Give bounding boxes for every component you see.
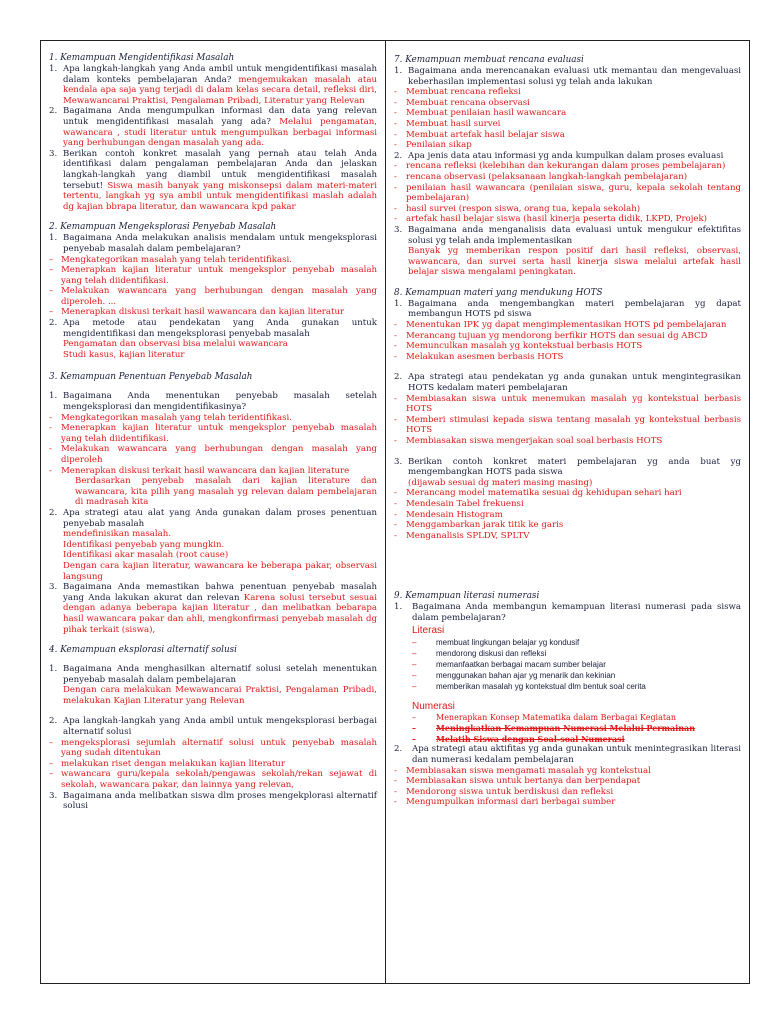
s2-a2b: Studi kasus, kajian literatur xyxy=(63,349,185,360)
list-item: Melakukan asesmen berbasis HOTS xyxy=(406,351,564,362)
list-item: Membiasakan siswa untuk bertanya dan berpendapat xyxy=(406,776,641,787)
s7-q1: Bagaimana anda merencanakan evaluasi utk memantau dan mengevaluasi keberhasilan implementasi solusi yg telah anda lakukan xyxy=(408,66,741,87)
list-item: memanfaatkan berbagai macam sumber belajar xyxy=(436,659,606,669)
s9-q2: Apa strategi atau aktifitas yg anda gunakan untuk menintegrasikan literasi dan numerasi kedalam pembelajaran xyxy=(412,744,741,765)
s7-q3: Bagaimana anda menganalisis data evaluasi untuk mengukur efektifitas solusi yg telah anda implementasikan xyxy=(408,224,741,246)
list-item: Mendorong siswa untuk berdiskusi dan refleksi xyxy=(406,786,614,797)
section-2-title: 2. Kemampuan Mengeksplorasi Penyebab Masalah xyxy=(49,222,277,233)
left-column: 1. Kemampuan Mengidentifikasi Masalah 1. Apa langkah-langkah yang Anda ambil untuk mengidentifikasi masalah dalam konteks pembelajaran Anda? mengemukakan masalah atau kendala apa saja yang terjadi di dalam kelas secara detail, refleksi diri, Mewawancarai Praktisi, Pengalaman Pribadi, Literatur yang Relevan 2. Bagaimana Anda mengumpulkan informasi dan data yang relevan untuk mengidentifikasi masalah yang ada? Melalui pengamatan, wawancara , studi literatur untuk mengumpulkan berbagai informasi yang berhubungan dengan masalah yang ada. 3. Berikan contoh konkret masalah yang pernah atau telah Anda identifikasi dalam pengalaman pembelajaran Anda dan jelaskan langkah-langkah yang diambil untuk mengidentifikasi masalah tersebut! Siswa masih banyak yang miskonsepsi dalam materi-materi tertentu, langkah yg sya ambil untuk mengidentifikasi maslah adalah dg kajian bbrapa literatur, dan wawancara kpd pakar 2. Kemampuan Mengeksplorasi Penyebab Masalah 1. Bagaimana Anda melakukan analisis mendalam untuk mengeksplorasi penyebab masalah dalam pembelajaran? – Mengkategorikan masalah yang telah teridentifikasi. – Menerapkan kajian literatur untuk mengeksplor penyebab masalah yang telah diidentifikasi. – Melakukan wawancara yang berhubungan dengan masalah yang diperoleh. ... – Menerapkan diskusi terkait hasil wawancara dan kajian literatur 2. Apa metode atau pendekatan yang Anda gunakan untuk mengidentifikasi dan mengeksplorasi penyebab masalah Pengamatan dan observasi bisa melalui wawancara Studi kasus, kajian literatur 3. Kemampuan Penentuan Penyebab Masalah 1. Bagaimana Anda menentukan penyebab masalah setelah mengeksplorasi dan mengidentifikasinya? - Mengkategorikan masalah yang telah teridentifikasi. - Menerapkan kajian literatur untuk mengeksplor penyebab masalah yang telah diidentifikasi. - Melakukan wawancara yang berhubungan dengan masalah yang diperoleh - Menerapkan diskusi terkait hasil wawancara dan kajian literature Berdasarkan penyebab masalah dari kajian literature dan wawancara, kita pilih yang masalah yg relevan dalam pembelajaran di madrasah kita 2. Apa strategi atau alat yang Anda gunakan dalam proses penentuan penyebab masalah mendefinisikan masalah. Identifikasi penyebab yang mungkin. Identifikasi akar masalah (root cause) Dengan cara kajian literatur, wawancara ke beberapa pakar, observasi langsung 3. Bagaimana Anda memastikan bahwa penentuan penyebab masalah yang Anda lakukan akurat dan relevan Karena solusi tersebut sesuai dengan adanya beberapa kajian literatur , dan melibatkan bebarapa hasil wawancara pakar dan ahli, mengkonfirmasi penyebab masalah dg pihak terkait (siswa), 4. Kemampuan eksplorasi alternatif solusi 1. Bagaimana Anda menghasilkan alternatif solusi setelah menentukan penyebab masalah dalam pembelajaran Dengan cara melakukan Mewawancarai Praktisi, Pengalaman Pribadi, melakukan Kajian Literatur yang Relevan 2. Apa langkah-langkah yang Anda ambil untuk mengeksplorasi berbagai alternatif solusi – mengeksplorasi sejumlah alternatif solusi untuk penyebab masalah yang sudah ditentukan – melakukan riset dengan melakukan kajian literatur – wawancara guru/kepala sekolah/pengawas sekolah/rekan sejawat di sekolah, wawancara pakar, dan lainnya yang relevan, 3. Bagaimana anda melibatkan siswa dlm proses mengekplorasi alternatif solusi xyxy=(41,41,386,983)
numerasi-label: Numerasi xyxy=(412,700,455,712)
list-item: Membuat artefak hasil belajar siswa xyxy=(406,129,565,140)
list-item: Membuat hasil survei xyxy=(406,118,501,129)
list-item: Merancang model matematika sesuai dg kehidupan sehari hari xyxy=(406,488,682,499)
s2-q2: Apa metode atau pendekatan yang Anda gunakan untuk mengidentifikasi dan mengeksplorasi penyebab masalah xyxy=(63,318,377,339)
list-item: hasil survei (respon siswa, orang tua, kepala sekolah) xyxy=(406,203,641,214)
list-item: Meningkatkan Kemampuan Numerasi Melalui Permainan xyxy=(436,723,696,734)
list-item: (dijawab sesuai dg materi masing masing) xyxy=(408,477,593,488)
list-item: Melakukan wawancara yang berhubungan dengan masalah yang diperoleh. ... xyxy=(61,286,377,307)
list-item: artefak hasil belajar siswa (hasil kinerja peserta didik, LKPD, Projek) xyxy=(406,214,708,225)
list-item: Mengumpulkan informasi dari berbagai sumber xyxy=(406,797,616,808)
list-item: Menentukan IPK yg dapat mengimplementasikan HOTS pd pembelajaran xyxy=(406,320,727,331)
list-item: penilaian hasil wawancara (penilaian siswa, guru, kepala sekolah tentang pembelajaran) xyxy=(406,182,741,204)
s1-q1: Apa langkah-langkah yang Anda ambil untuk mengidentifikasi masalah dalam konteks pembelajaran Anda? xyxy=(63,64,377,85)
list-item: Memberi stimulasi kepada siswa tentang masalah yg kontekstual berbasis HOTS xyxy=(406,414,741,436)
list-item: Identifikasi penyebab yang mungkin. xyxy=(63,539,225,550)
section-7-title: 7. Kemampuan membuat rencana evaluasi xyxy=(394,55,584,65)
section-3-title: 3. Kemampuan Penentuan Penyebab Masalah xyxy=(49,372,253,383)
s3-q3: Bagaimana Anda memastikan bahwa penentuan penyebab masalah yang Anda lakukan akurat dan relevan xyxy=(63,582,377,603)
s1-q3: Berikan contoh konkret masalah yang pernah atau telah Anda identifikasi dalam pengalaman pembelajaran Anda dan jelaskan langkah-langkah yang diambil untuk mengidentifikasi masalah tersebut! xyxy=(63,148,377,191)
list-item: rencana refleksi (kelebihan dan kekurangan dalam proses pembelajaran) xyxy=(406,161,726,172)
s8-q2: Apa strategi atau pendekatan yg anda gunakan untuk mengintegrasikan HOTS kedalam materi pembelajaran xyxy=(408,372,741,394)
list-item: Merancang tujuan yg mendorong berfikir HOTS dan sesuai dg ABCD xyxy=(406,330,708,341)
right-column: 7. Kemampuan membuat rencana evaluasi 1. Bagaimana anda merencanakan evaluasi utk memantau dan mengevaluasi keberhasilan implementasi solusi yg telah anda lakukan - Membuat rencana refleksi - Membuat rencana observasi - Membuat penilaian hasil wawancara - Membuat hasil survei - Membuat artefak hasil belajar siswa - Penilaian sikap 2. Apa jenis data atau informasi yg anda kumpulkan dalam proses evaluasi - rencana refleksi (kelebihan dan kekurangan dalam proses pembelajaran) - rencana observasi (pelaksanaan langkah-langkah pembelajaran) - penilaian hasil wawancara (penilaian siswa, guru, kepala sekolah tentang pembelajaran) - hasil survei (respon siswa, orang tua, kepala sekolah) - artefak hasil belajar siswa (hasil kinerja peserta didik, LKPD, Projek) 3. Bagaimana anda menganalisis data evaluasi untuk mengukur efektifitas solusi yg telah anda implementasikan Banyak yg memberikan respon positif dari hasil refleksi, observasi, wawancara, dan survei serta hasil kinerja siswa melalui artefak hasil belajar siswa mengalami peningkatan. 8. Kemampuan materi yang mendukung HOTS 1. Bagaimana anda mengembangkan materi pembelajaran yg dapat membangun HOTS pd siswa - Menentukan IPK yg dapat mengimplementasikan HOTS pd pembelajaran - Merancang tujuan yg mendorong berfikir HOTS dan sesuai dg ABCD - Memunculkan masalah yg kontekstual berbasis HOTS - Melakukan asesmen berbasis HOTS 2. Apa strategi atau pendekatan yg anda gunakan untuk mengintegrasikan HOTS kedalam materi pembelajaran - Membiasakan siswa untuk menemukan masalah yg kontekstual berbasis HOTS - Memberi stimulasi kepada siswa tentang masalah yg kontekstual berbasis HOTS - Membiasakan siswa mengerjakan soal soal berbasis HOTS 3. Berikan contoh konkret materi pembelajaran yg anda buat yg mengembangkan HOTS pada siswa (dijawab sesuai dg materi masing masing) - Merancang model matematika sesuai dg kehidupan sehari hari - Mendesain Tabel frekuensi - Mendesain Histogram - Menggambarkan jarak titik ke garis - Menganalisis SPLDV, SPLTV 9. Kemampuan literasi numerasi 1. Bagaimana Anda membangun kemampuan literasi numerasi pada siswa dalam pembelajaran? Literasi – membuat lingkungan belajar yg kondusif – mendorong diskusi dan refleksi – memanfaatkan berbagai macam sumber belajar – menggunakan bahan ajar yg menarik dan kekinian – memberikan masalah yg kontekstual dlm bentuk soal cerita Numerasi – Menerapkan Konsep Matematika dalam Berbagai Kegiatan – Meningkatkan Kemampuan Numerasi Melalui Permainan – Melatih Siswa dengan Soal-soal Numerasi 2. Apa strategi atau aktifitas yg anda gunakan untuk menintegrasikan literasi dan numerasi kedalam pembelajaran - Membiasakan siswa mengamati masalah yg kontekstual - Membiasakan siswa untuk bertanya dan berpendapat - Mendorong siswa untuk berdiskusi dan refleksi - Mengumpulkan informasi dari berbagai sumber xyxy=(394,55,741,808)
list-item: Menerapkan kajian literatur untuk mengeksplor penyebab masalah yang telah diidentifikasi. xyxy=(61,423,377,444)
list-item: Membuat rencana refleksi xyxy=(406,87,521,98)
s4-q1: Bagaimana Anda menghasilkan alternatif solusi setelah menentukan penyebab masalah dalam pembelajaran xyxy=(63,664,377,685)
s2-a2a: Pengamatan dan observasi bisa melalui wawancara xyxy=(63,339,288,350)
list-item: Mengkategorikan masalah yang telah teridentifikasi. xyxy=(61,254,292,265)
s9-q1: Bagaimana Anda membangun kemampuan literasi numerasi pada siswa dalam pembelajaran? xyxy=(412,602,741,623)
section-1-title: 1. Kemampuan Mengidentifikasi Masalah xyxy=(49,53,235,63)
list-item: Menggambarkan jarak titik ke garis xyxy=(406,520,564,531)
s1-q2: Bagaimana Anda mengumpulkan informasi dan data yang relevan untuk mengidentifikasi masalah yang ada? xyxy=(63,106,377,127)
section-4-title: 4. Kemampuan eksplorasi alternatif solusi xyxy=(49,645,237,656)
section-9-title: 9. Kemampuan literasi numerasi xyxy=(394,591,540,602)
s3-a3: Karena solusi tersebut sesuai dengan adanya beberapa kajian literatur , dan melibatkan bebarapa hasil wawancara pakar dan ahli, mengkonfirmasi penyebab masalah dg pihak terkait (siswa), xyxy=(63,592,377,635)
s1-a2: Melalui pengamatan, wawancara , studi literatur untuk mengumpulkan berbagai informasi yang berhubungan dengan masalah yang ada. xyxy=(63,116,377,149)
list-item: Melakukan wawancara yang berhubungan dengan masalah yang diperoleh xyxy=(61,444,377,465)
s3-a1b: Berdasarkan penyebab masalah dari kajian literature dan wawancara, kita pilih yang masalah yg relevan dalam pembelajaran di madrasah kita xyxy=(75,476,377,508)
list-item: membuat lingkungan belajar yg kondusif xyxy=(436,637,580,647)
list-item: Mendesain Histogram xyxy=(406,509,503,520)
s1-a3: Siswa masih banyak yang miskonsepsi dalam materi-materi tertentu, langkah yg sya ambil untuk mengidentifikasi maslah adalah dg kajian bbrapa literatur, dan wawancara kpd pakar xyxy=(63,180,377,212)
list-item: Menganalisis SPLDV, SPLTV xyxy=(406,530,530,541)
list-item: Membuat penilaian hasil wawancara xyxy=(406,108,567,119)
s8-q1: Bagaimana anda mengembangkan materi pembelajaran yg dapat membangun HOTS pd siswa xyxy=(408,298,741,320)
list-item: Membiasakan siswa untuk menemukan masalah yg kontekstual berbasis HOTS xyxy=(406,393,741,415)
list-item: Membuat rencana observasi xyxy=(406,97,530,108)
s4-q3: Bagaimana anda melibatkan siswa dlm proses mengekplorasi alternatif solusi xyxy=(63,790,377,812)
list-item: melakukan riset dengan melakukan kajian literatur xyxy=(61,758,285,769)
list-item: Menerapkan kajian literatur untuk mengeksplor penyebab masalah yang telah diidentifikasi. xyxy=(61,265,377,286)
list-item: rencana observasi (pelaksanaan langkah-langkah pembelajaran) xyxy=(406,171,688,182)
list-item: Menerapkan Konsep Matematika dalam Berbagai Kegiatan xyxy=(436,712,677,722)
s2-q1: Bagaimana Anda melakukan analisis mendalam untuk mengeksplorasi penyebab masalah dalam pembelajaran? xyxy=(63,233,377,254)
list-item: Dengan cara kajian literatur, wawancara ke beberapa pakar, observasi langsung xyxy=(63,560,377,582)
s7-a3: Banyak yg memberikan respon positif dari hasil refleksi, observasi, wawancara, dan survei serta hasil kinerja siswa melalui artefak hasil belajar siswa mengalami peningkatan. xyxy=(408,246,741,278)
list-item: memberikan masalah yg kontekstual dlm bentuk soal cerita xyxy=(436,681,646,691)
list-item: wawancara guru/kepala sekolah/pengawas sekolah/rekan sejawat di sekolah, wawancara pakar, dan lainnya yang relevan, xyxy=(61,769,377,791)
list-item: Mendesain Tabel frekuensi xyxy=(406,498,524,509)
s3-q2: Apa strategi atau alat yang Anda gunakan dalam proses penentuan penyebab masalah xyxy=(63,507,377,529)
s4-q2: Apa langkah-langkah yang Anda ambil untuk mengeksplorasi berbagai alternatif solusi xyxy=(63,716,377,738)
list-item: Menerapkan diskusi terkait hasil wawancara dan kajian literatur xyxy=(61,307,345,318)
list-item: Menerapkan diskusi terkait hasil wawancara dan kajian literature xyxy=(61,465,350,476)
list-item: Mengkategorikan masalah yang telah teridentifikasi. xyxy=(61,412,292,423)
list-item: Melatih Siswa dengan Soal-soal Numerasi xyxy=(436,733,625,744)
list-item: Identifikasi akar masalah (root cause) xyxy=(63,550,229,561)
section-8-title: 8. Kemampuan materi yang mendukung HOTS xyxy=(394,287,603,298)
s4-a1: Dengan cara melakukan Mewawancarai Praktisi, Pengalaman Pribadi, melakukan Kajian Literatur yang Relevan xyxy=(63,685,377,706)
s7-q2: Apa jenis data atau informasi yg anda kumpulkan dalam proses evaluasi xyxy=(408,150,724,161)
s8-q3: Berikan contoh konkret materi pembelajaran yg anda buat yg mengembangkan HOTS pada siswa xyxy=(408,456,741,478)
list-item: mengeksplorasi sejumlah alternatif solusi untuk penyebab masalah yang sudah ditentukan xyxy=(61,737,377,759)
s1-a1: mengemukakan masalah atau kendala apa saja yang terjadi di dalam kelas secara detail, refleksi diri, Mewawancarai Praktisi, Pengalaman Pribadi, Literatur yang Relevan xyxy=(63,74,377,106)
list-item: Membiasakan siswa mengamati masalah yg kontekstual xyxy=(406,765,651,776)
list-item: menggunakan bahan ajar yg menarik dan kekinian xyxy=(436,670,616,680)
literasi-label: Literasi xyxy=(412,624,445,636)
s3-q1: Bagaimana Anda menentukan penyebab masalah setelah mengeksplorasi dan mengidentifikasinya? xyxy=(63,391,377,413)
list-item: mendorong diskusi dan refleksi xyxy=(436,648,547,658)
document-page xyxy=(40,40,750,984)
list-item: Memunculkan masalah yg kontekstual berbasis HOTS xyxy=(406,341,643,352)
list-item: Penilaian sikap xyxy=(406,140,472,151)
list-item: Membiasakan siswa mengerjakan soal soal berbasis HOTS xyxy=(406,436,663,446)
list-item: mendefinisikan masalah. xyxy=(63,529,172,540)
